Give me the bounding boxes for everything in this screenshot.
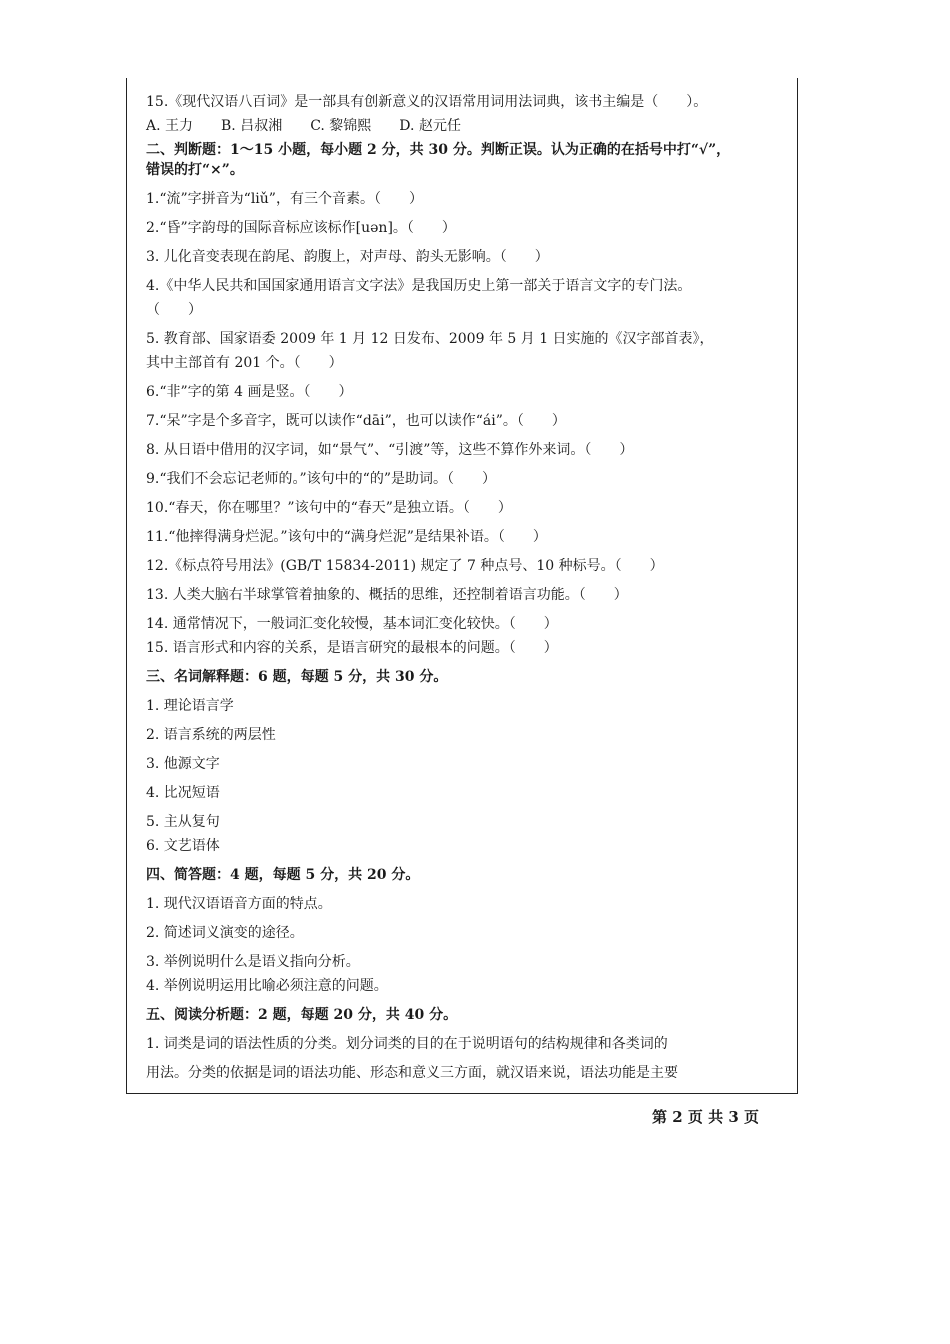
judge-item-13: 13. 人类大脑右半球掌管着抽象的、概括的思维，还控制着语言功能。（ ） xyxy=(146,587,628,603)
q15-question: 15.《现代汉语八百词》是一部具有创新意义的汉语常用词用法词典，该书主编是（ ）。 xyxy=(146,94,708,110)
exam-content xyxy=(146,92,791,1083)
judge-item-8: 8. 从日语中借用的汉字词，如“景气”、“引渡”等，这些不算作外来词。（ ） xyxy=(146,442,634,458)
judge-item-9: 9.“我们不会忘记老师的。”该句中的“的”是助词。（ ） xyxy=(146,471,496,487)
reading-para-line-2: 用法。分类的依据是词的语法功能、形态和意义三方面，就汉语来说，语法功能是主要 xyxy=(146,1065,678,1081)
judge-item-15: 15. 语言形式和内容的关系，是语言研究的最根本的问题。（ ） xyxy=(146,640,558,656)
section4-title: 四、简答题：4 题，每题 5 分，共 20 分。 xyxy=(146,867,420,883)
judge-item-11: 11.“他摔得满身烂泥。”该句中的“满身烂泥”是结果补语。（ ） xyxy=(146,529,547,545)
judge-item-10: 10.“春天，你在哪里？”该句中的“春天”是独立语。（ ） xyxy=(146,500,512,516)
judge-item-3: 3. 儿化音变表现在韵尾、韵腹上，对声母、韵头无影响。（ ） xyxy=(146,249,549,265)
judge-item-12: 12.《标点符号用法》(GB/T 15834-2011) 规定了 7 种点号、10 种标号。（ ） xyxy=(146,558,664,574)
section2-title-cont: 错误的打“×”。 xyxy=(146,162,244,178)
judge-item-6: 6.“非”字的第 4 画是竖。（ ） xyxy=(146,384,353,400)
section2-title: 二、判断题：1～15 小题，每小题 2 分，共 30 分。判断正误。认为正确的在括号中打“√”， xyxy=(146,142,731,158)
term-item-6: 6. 文艺语体 xyxy=(146,838,220,854)
section3-title: 三、名词解释题：6 题，每题 5 分，共 30 分。 xyxy=(146,669,448,685)
term-item-1: 1. 理论语言学 xyxy=(146,698,234,714)
judge-item-4: 4.《中华人民共和国国家通用语言文字法》是我国历史上第一部关于语言文字的专门法。 xyxy=(146,278,692,294)
short-item-3: 3. 举例说明什么是语义指向分析。 xyxy=(146,954,360,970)
judge-item-2: 2.“昏”字韵母的国际音标应该标作[uən]。（ ） xyxy=(146,220,456,236)
short-item-2: 2. 简述词义演变的途径。 xyxy=(146,925,304,941)
judge-item-5: 5. 教育部、国家语委 2009 年 1 月 12 日发布、2009 年 5 月 1 日实施的《汉字部首表》， xyxy=(146,331,714,347)
term-item-3: 3. 他源文字 xyxy=(146,756,220,772)
q15-options: A. 王力 B. 吕叔湘 C. 黎锦熙 D. 赵元任 xyxy=(146,118,461,134)
judge-item-7: 7.“呆”字是个多音字，既可以读作“dāi”，也可以读作“ái”。（ ） xyxy=(146,413,566,429)
section5-title: 五、阅读分析题：2 题，每题 20 分，共 40 分。 xyxy=(146,1007,458,1023)
judge-item-14: 14. 通常情况下，一般词汇变化较慢，基本词汇变化较快。（ ） xyxy=(146,616,558,632)
short-item-1: 1. 现代汉语语音方面的特点。 xyxy=(146,896,332,912)
term-item-5: 5. 主从复句 xyxy=(146,814,220,830)
reading-para-line-1: 1. 词类是词的语法性质的分类。划分词类的目的在于说明语句的结构规律和各类词的 xyxy=(146,1036,668,1052)
short-item-4: 4. 举例说明运用比喻必须注意的问题。 xyxy=(146,978,388,994)
term-item-2: 2. 语言系统的两层性 xyxy=(146,727,276,743)
judge-item-5-cont: 其中主部首有 201 个。（ ） xyxy=(146,355,343,371)
judge-item-1: 1.“流”字拼音为“liǔ”，有三个音素。（ ） xyxy=(146,191,423,207)
judge-item-4-cont: （ ） xyxy=(146,302,202,318)
page-number: 第 2 页 共 3 页 xyxy=(652,1108,759,1126)
term-item-4: 4. 比况短语 xyxy=(146,785,220,801)
